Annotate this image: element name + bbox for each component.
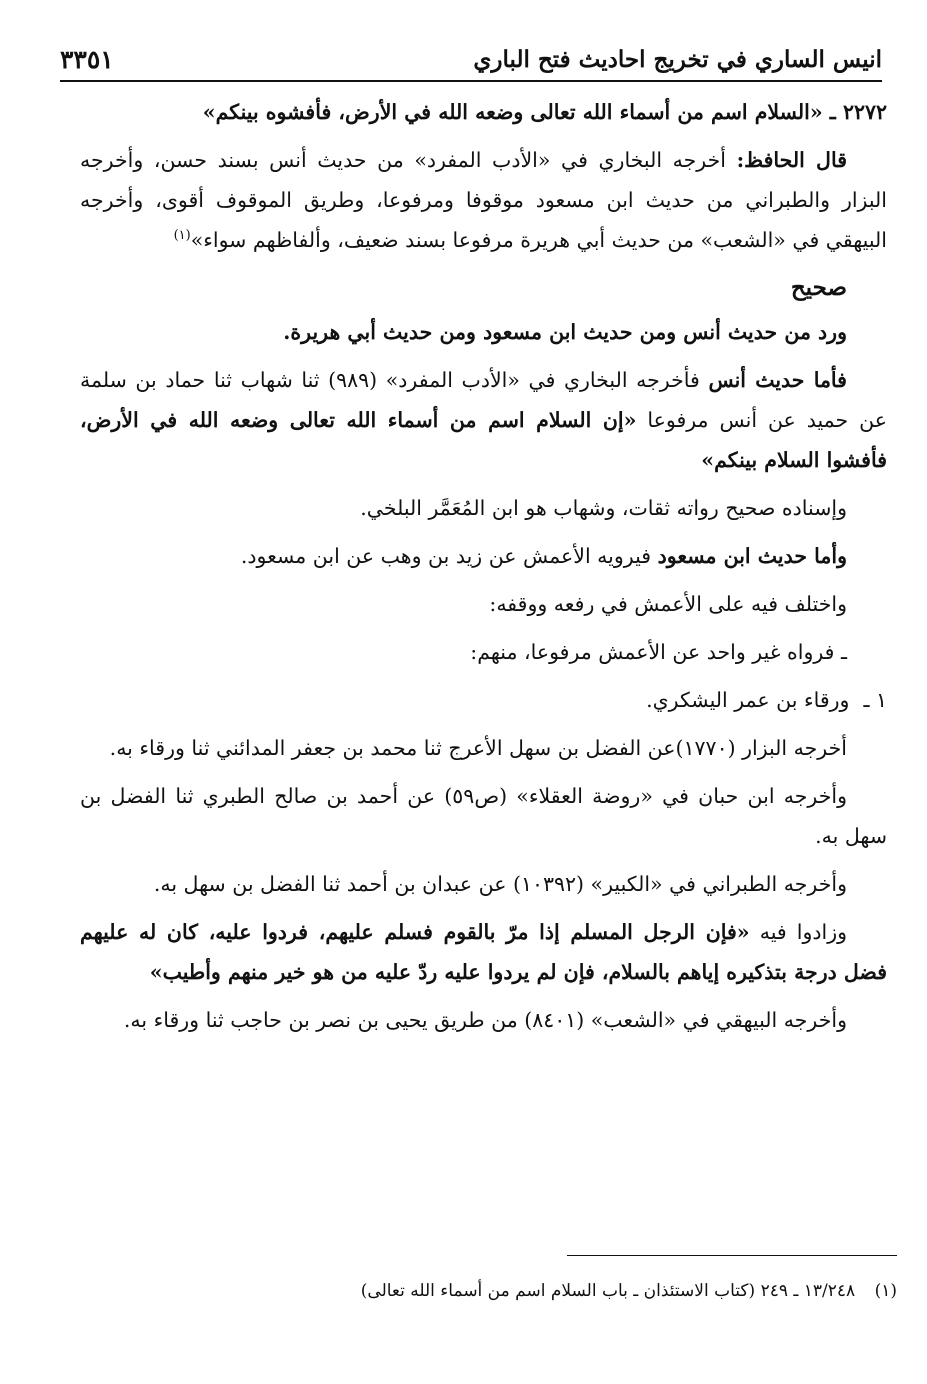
- anas-lead: فأما حديث أنس: [708, 368, 847, 392]
- takhrij-tabarani: وأخرجه الطبراني في «الكبير» (١٠٣٩٢) عن عبدان بن أحمد ثنا الفضل بن سهل به.: [153, 872, 847, 896]
- isnad-paragraph: وإسناده صحيح رواته ثقات، وشهاب هو ابن المُعَمَّر البلخي.: [360, 496, 847, 520]
- addition-quote: «فإن الرجل المسلم إذا مرّ بالقوم فسلم عليهم، فردوا عليه، كان له عليهم فضل درجة بتذكيره إياهم بالسلام، فإن لم يردوا عليه ردّ عليه من هو خير منهم وأطيب»: [80, 920, 887, 984]
- ibn-masud-lead: وأما حديث ابن مسعود: [657, 544, 847, 568]
- page-number: ٣٣٥١: [60, 44, 114, 74]
- anas-paragraph: [80, 360, 887, 480]
- footnote-text: ١٣/٢٤٨ ـ ٢٤٩ (كتاب الاستئذان ـ باب السلام اسم من أسماء الله تعالى): [360, 1281, 856, 1301]
- anas-quote: «إن السلام اسم من أسماء الله تعالى وضعه الله في الأرض، فأفشوا السلام بينكم»: [80, 408, 887, 472]
- ibn-masud-text: فيرويه الأعمش عن زيد بن وهب عن ابن مسعود.: [240, 544, 652, 568]
- running-title: انيس الساري في تخريج احاديث فتح الباري: [473, 45, 882, 73]
- footnote-mark: (١): [874, 1281, 897, 1301]
- addition-paragraph: [80, 912, 887, 992]
- summary-paragraph: ورد من حديث أنس ومن حديث ابن مسعود ومن حديث أبي هريرة.: [283, 320, 847, 344]
- narrator-name: ورقاء بن عمر اليشكري.: [646, 688, 850, 712]
- main-text: [80, 92, 887, 1048]
- addition-lead: وزادوا فيه: [759, 920, 847, 944]
- hadith-heading: ٢٢٧٢ ـ «السلام اسم من أسماء الله تعالى وضعه الله في الأرض، فأفشوه بينكم»: [202, 100, 887, 124]
- khilaf-paragraph: واختلف فيه على الأعمش في رفعه ووقفه:: [489, 592, 847, 616]
- hafiz-text: أخرجه البخاري في «الأدب المفرد» من حديث أنس بسند حسن، وأخرجه البزار والطبراني من حديث ابن مسعود موقوفا ومرفوعا، وطريق الموقوف أقوى، وأخرجه البيهقي في «الشعب» من حديث أبي هريرة مرفوعا بسند ضعيف، وألفاظهم سواء»: [80, 148, 887, 252]
- takhrij-ibn-hibban: وأخرجه ابن حبان في «روضة العقلاء» (ص٥٩) عن أحمد بن صالح الطبري ثنا الفضل بن سهل به.: [80, 784, 887, 848]
- grade-heading: صحيح: [790, 274, 847, 301]
- narrator-item: [80, 680, 887, 720]
- footnote-reference[interactable]: (١): [173, 228, 191, 244]
- hafiz-label: قال الحافظ:: [736, 148, 847, 172]
- takhrij-bazzar: أخرجه البزار (١٧٧٠)عن الفضل بن سهل الأعرج ثنا محمد بن جعفر المدائني ثنا ورقاء به.: [109, 736, 847, 760]
- footnote-divider: [567, 1255, 897, 1256]
- marfu-intro: ـ فرواه غير واحد عن الأعمش مرفوعا، منهم:: [470, 640, 847, 664]
- ibn-masud-paragraph: [80, 536, 887, 576]
- hafiz-paragraph: [80, 140, 887, 260]
- page-header: [60, 38, 882, 82]
- anas-text: فأخرجه البخاري في «الأدب المفرد» (٩٨٩) ثنا شهاب ثنا حماد بن سلمة عن حميد عن أنس مرفوعا: [80, 368, 887, 432]
- takhrij-bayhaqi: وأخرجه البيهقي في «الشعب» (٨٤٠١) من طريق يحيى بن نصر بن حاجب ثنا ورقاء به.: [123, 1008, 847, 1032]
- narrator-number: ١ ـ: [863, 688, 887, 712]
- footnote: [80, 1278, 897, 1304]
